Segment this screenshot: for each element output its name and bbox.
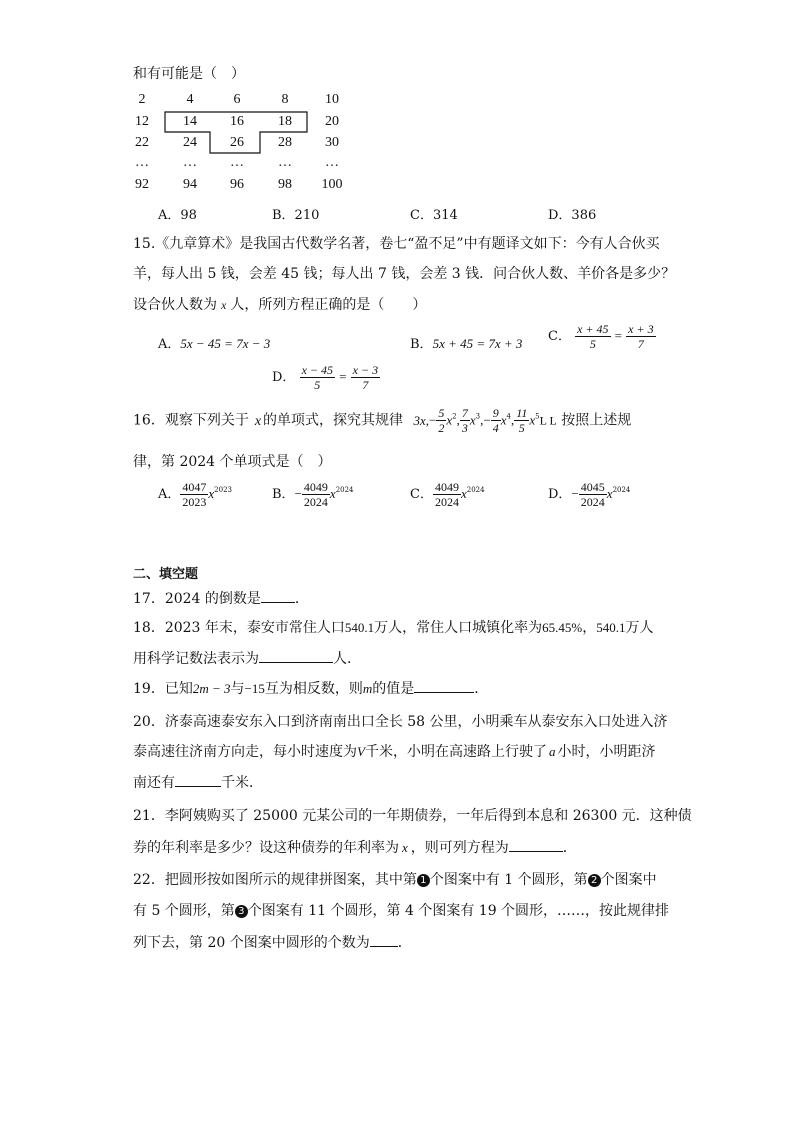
answer-blank [175, 772, 221, 787]
q19-expression: 2m − 3 [192, 681, 231, 696]
q15-option-c [548, 322, 656, 351]
fraction [575, 322, 610, 351]
numerator: x + 3 [628, 322, 654, 336]
numerator: 4047 [182, 480, 207, 494]
option-label: D． [272, 370, 296, 385]
grid-cell: 30 [325, 135, 339, 150]
q22-text: 个图案中 [600, 872, 657, 888]
answer-blank [370, 932, 398, 947]
q19-text: 19．已知 [133, 681, 193, 697]
denominator: 5 [518, 421, 525, 435]
q22-text: 个图案有 11 个圆形，第 4 个图案有 19 个圆形，……，按此规律排 [247, 903, 670, 919]
numerator: x − 3 [352, 363, 379, 377]
q22-line3 [133, 932, 412, 953]
fraction [491, 406, 501, 435]
variable-v: V [357, 744, 365, 759]
q18-text: 万人，常住人口城镇化率为 [374, 620, 543, 636]
grid-cell: … [135, 155, 149, 170]
q16-option-c: C． $\frac{4049}{2024}$ $x^{2024}$ [410, 480, 485, 509]
q19-text: 的值是 [372, 681, 415, 697]
q15-line2: 羊，每人出 5 钱，会差 45 钱；每人出 7 钱，会差 3 钱．问合伙人数、羊价各是多少？ [133, 266, 676, 282]
grid-cell: 8 [281, 92, 289, 107]
option-label: A． [158, 337, 181, 352]
q21-line1: 21．李阿姨购买了 25000 元某公司的一年期债券，一年后得到本息和 26300 元．这种债 [133, 808, 692, 824]
q22-text: 有 5 个圆形，第 [133, 903, 235, 919]
q19 [133, 678, 488, 699]
q18-text: 用科学记数法表示为 [133, 651, 259, 667]
fraction [626, 322, 655, 351]
fraction [180, 480, 208, 509]
q18-text: 18．2023 年末，泰安市常住人口 [133, 620, 345, 636]
grid-cell: 2 [138, 92, 146, 107]
q15-line3 [133, 295, 426, 315]
minus-sign: − [483, 412, 491, 428]
grid-cell: 28 [278, 135, 292, 150]
fraction [436, 406, 446, 435]
t-frame-outline [0, 0, 794, 260]
grid-cell: 14 [183, 114, 197, 129]
q22-line2 [133, 901, 669, 921]
denominator: 5 [589, 337, 596, 351]
numerator: 9 [492, 406, 499, 420]
circled-number-icon: 1 [417, 874, 430, 887]
grid-cell: 16 [230, 114, 244, 129]
grid-cell: … [230, 155, 244, 170]
variable-a: a [548, 744, 556, 759]
q14-option-a: A．98 [158, 208, 197, 223]
variable-m: m [362, 681, 373, 696]
q22-end: ． [397, 935, 412, 951]
grid-cell: … [183, 155, 197, 170]
grid-cell: 92 [135, 177, 149, 192]
denominator: 7 [637, 337, 644, 351]
q17-text: 17．2024 的倒数是 [133, 591, 261, 607]
q20-text: 南还有 [133, 775, 175, 791]
exponent: 2024 [612, 486, 631, 494]
q15-line3-text: 设合伙人数为 [133, 297, 217, 313]
q17 [133, 588, 309, 609]
numerator: 4045 [580, 480, 605, 494]
exponent: 2023 [214, 486, 232, 494]
q15-option-b [410, 333, 522, 352]
answer-blank [414, 678, 474, 693]
q16-text: 按照上述规 [561, 412, 632, 429]
q20-line2 [133, 742, 655, 762]
q18-line1 [133, 618, 654, 638]
exponent: 4 [506, 412, 511, 421]
option-equation: 5x − 45 = 7x − 3 [180, 336, 271, 351]
answer-blank [261, 588, 295, 603]
circled-number-icon: 2 [588, 874, 601, 887]
numerator: 5 [438, 406, 445, 420]
q16-option-d: D．− $\frac{4045}{2024}$ $x^{2024}$ [548, 480, 631, 509]
grid-cell: 96 [230, 177, 244, 192]
answer-blank [259, 648, 333, 663]
sequence-term: 3x, [413, 412, 430, 428]
option-label: C． [548, 329, 571, 344]
q19-text: 互为相反数，则 [264, 681, 363, 697]
q20-text: 小时，小明距济 [557, 744, 656, 760]
q20-text: 千米，小明在高速路上行驶了 [364, 744, 547, 760]
q19-text: 与 [230, 681, 245, 697]
q16-option-a: A． $\frac{4047}{2023}$ $x^{2023}$ [158, 480, 232, 509]
q19-end: ． [474, 681, 489, 697]
denominator: 3 [461, 421, 468, 435]
exponent: 2024 [335, 486, 354, 494]
option-label: B． [272, 487, 295, 502]
answer-blank [509, 837, 563, 852]
numerator: 11 [516, 406, 528, 420]
q18-text: 万人 [625, 620, 654, 636]
fraction [460, 406, 470, 435]
grid-cell: 12 [135, 114, 149, 129]
variable-x: x [402, 840, 408, 855]
fraction [579, 480, 607, 509]
q15-option-d [272, 363, 380, 392]
denominator: 2 [438, 421, 445, 435]
minus-sign: − [429, 412, 437, 428]
q17-end: ． [294, 591, 309, 607]
exponent: 2024 [466, 486, 485, 494]
q14-option-c: C．314 [410, 208, 458, 223]
option-label: B． [410, 337, 433, 352]
denominator: 2024 [303, 495, 328, 509]
variable-x: x [254, 413, 262, 429]
q14-option-d: D．386 [548, 208, 597, 223]
q18-text: ， [582, 620, 597, 636]
grid-cell: 100 [321, 177, 343, 192]
q21-text: ，则可列方程为 [410, 840, 509, 856]
sequence-ellipsis: L L [539, 413, 557, 428]
grid-cell: 18 [278, 114, 292, 129]
fraction [302, 480, 330, 509]
minus-sign: − [571, 486, 579, 501]
section-heading: 二、填空题 [133, 567, 199, 582]
q15-line3-text-end: 人，所列方程正确的是（ ） [230, 297, 427, 313]
variable-x: x [221, 298, 227, 312]
denominator: 4 [492, 421, 499, 435]
grid-cell: 94 [183, 177, 197, 192]
grid-cell: 22 [135, 135, 149, 150]
grid-cell: 26 [230, 135, 244, 150]
grid-cell: 24 [183, 135, 197, 150]
q16-text: 16．观察下列关于 [133, 412, 249, 429]
minus-sign: − [294, 486, 302, 501]
grid-cell: 6 [233, 92, 241, 107]
q21-text: 券的年利率是多少？设这种债券的年利率为 [133, 840, 399, 856]
fraction [433, 480, 461, 509]
q21-end: ． [562, 840, 577, 856]
q14-intro: 和有可能是（ ） [133, 66, 245, 82]
circled-number-icon: 3 [235, 905, 248, 918]
exponent: 3 [475, 412, 481, 421]
q18-line2 [133, 648, 361, 669]
q14-option-b: B．210 [272, 208, 320, 223]
grid-cell: 4 [186, 92, 194, 107]
q18-number: 540.1 [344, 620, 375, 635]
numerator: 4049 [434, 480, 459, 494]
q20-text: 泰高速往济南方向走，每小时速度为 [133, 744, 357, 760]
q21-line2 [133, 837, 577, 858]
q22-text: 列下去，第 20 个图案中圆形的个数为 [133, 935, 370, 951]
grid-cell: … [325, 155, 339, 170]
denominator: 7 [362, 378, 369, 392]
option-label: D． [548, 487, 572, 502]
q16-line2: 律，第 2024 个单项式是（ ） [133, 454, 332, 470]
q18-percent: 65.45% [542, 620, 583, 635]
equals-sign: = [339, 369, 347, 384]
q16-option-b: B．− $\frac{4049}{2024}$ $x^{2024}$ [272, 480, 354, 509]
q16-line1: 16．观察下列关于 x 的单项式，探究其规律 3x,− $\frac{5}{2}$ $x^2$, $\frac{7}{3}$ $x^3,-$ $\frac{9}{4}$ $x^4$, $\frac{11}{5}$ $x^5L$ L 按照上述规 [133, 406, 632, 435]
q19-expression: −15 [244, 681, 265, 696]
q16-text: 的单项式，探究其规律 [263, 412, 404, 429]
numerator: 7 [461, 406, 468, 420]
q18-text: 人． [333, 651, 361, 667]
numerator: x − 45 [301, 363, 334, 377]
fraction [351, 363, 380, 392]
denominator: 2024 [580, 495, 605, 509]
q18-number: 540.1 [596, 620, 626, 635]
q22-line1 [133, 870, 657, 890]
fraction [300, 363, 335, 392]
q22-text: 22．把圆形按如图所示的规律拼图案，其中第 [133, 872, 417, 888]
exponent: 5 [535, 412, 540, 421]
exponent: 2 [452, 412, 457, 421]
denominator: 5 [314, 378, 321, 392]
option-equation: 5x + 45 = 7x + 3 [432, 336, 523, 351]
numerator: 4049 [303, 480, 328, 494]
q22-text: 个图案中有 1 个圆形，第 [429, 872, 588, 888]
q15-line1: 15.《九章算术》是我国古代数学名著，卷七“盈不足”中有题译文如下：今有人合伙买 [133, 236, 660, 252]
denominator: 2024 [434, 495, 459, 509]
option-label: C． [410, 487, 433, 502]
fraction [514, 406, 529, 435]
numerator: x + 45 [577, 322, 609, 336]
q15-option-a [158, 333, 270, 352]
grid-cell: 98 [278, 177, 292, 192]
grid-cell: 20 [325, 114, 339, 129]
option-label: A． [158, 487, 181, 502]
grid-cell: 10 [325, 92, 339, 107]
equals-sign: = [614, 328, 623, 343]
q20-text: 千米． [221, 775, 263, 791]
denominator: 2023 [182, 495, 207, 509]
q20-line1: 20．济泰高速泰安东入口到济南南出口全长 58 公里，小明乘车从泰安东入口处进入济 [133, 714, 668, 730]
q20-line3 [133, 772, 263, 793]
grid-cell: … [278, 155, 292, 170]
